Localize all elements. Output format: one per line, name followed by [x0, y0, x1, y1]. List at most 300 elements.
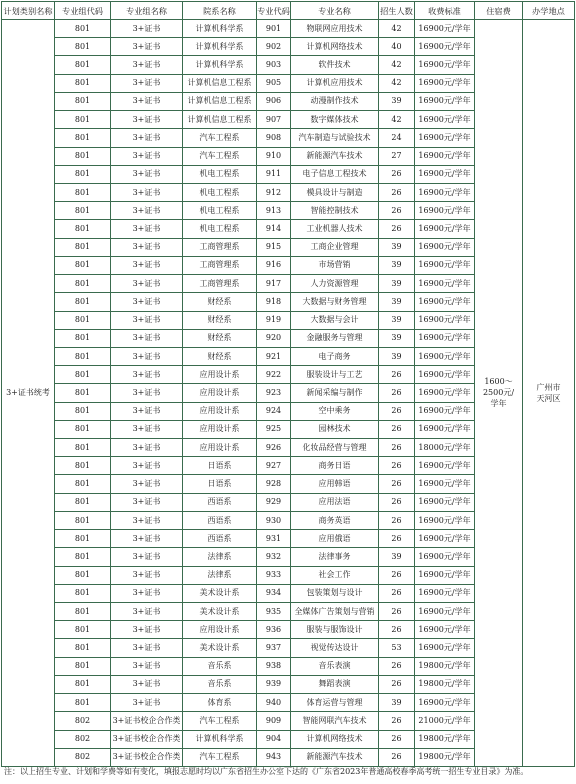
major-code-cell: 940 [257, 694, 291, 712]
group-name-cell: 3+证书 [111, 147, 183, 165]
tuition-cell: 16900元/学年 [415, 256, 475, 274]
tuition-cell: 16900元/学年 [415, 20, 475, 38]
quota-cell: 26 [379, 748, 415, 766]
department-cell: 计算机科学系 [183, 56, 257, 74]
tuition-cell: 16900元/学年 [415, 147, 475, 165]
group-code-cell: 802 [55, 712, 111, 730]
tuition-cell: 16900元/学年 [415, 639, 475, 657]
quota-cell: 26 [379, 603, 415, 621]
quota-cell: 42 [379, 20, 415, 38]
quota-cell: 26 [379, 165, 415, 183]
major-name-cell: 计算机网络技术 [291, 730, 379, 748]
quota-cell: 26 [379, 730, 415, 748]
major-name-cell: 商务日语 [291, 457, 379, 475]
department-cell: 财经系 [183, 293, 257, 311]
department-cell: 应用设计系 [183, 439, 257, 457]
major-name-cell: 视觉传达设计 [291, 639, 379, 657]
tuition-cell: 16900元/学年 [415, 293, 475, 311]
header-major-code: 专业代码 [257, 2, 291, 20]
major-code-cell: 902 [257, 38, 291, 56]
group-code-cell: 801 [55, 92, 111, 110]
quota-cell: 26 [379, 675, 415, 693]
group-code-cell: 801 [55, 439, 111, 457]
major-name-cell: 物联网应用技术 [291, 20, 379, 38]
department-cell: 应用设计系 [183, 402, 257, 420]
tuition-cell: 16900元/学年 [415, 420, 475, 438]
group-name-cell: 3+证书 [111, 165, 183, 183]
department-cell: 机电工程系 [183, 165, 257, 183]
tuition-cell: 16900元/学年 [415, 38, 475, 56]
major-code-cell: 925 [257, 420, 291, 438]
major-name-cell: 法律事务 [291, 548, 379, 566]
tuition-cell: 19800元/学年 [415, 748, 475, 766]
major-name-cell: 软件技术 [291, 56, 379, 74]
group-name-cell: 3+证书校企合作类 [111, 730, 183, 748]
group-name-cell: 3+证书 [111, 38, 183, 56]
header-location: 办学地点 [523, 2, 575, 20]
group-code-cell: 801 [55, 694, 111, 712]
department-cell: 应用设计系 [183, 621, 257, 639]
major-name-cell: 智能控制技术 [291, 202, 379, 220]
tuition-cell: 16900元/学年 [415, 511, 475, 529]
group-code-cell: 801 [55, 566, 111, 584]
department-cell: 体育系 [183, 694, 257, 712]
group-code-cell: 801 [55, 147, 111, 165]
major-name-cell: 园林技术 [291, 420, 379, 438]
department-cell: 计算机科学系 [183, 730, 257, 748]
group-name-cell: 3+证书 [111, 603, 183, 621]
department-cell: 法律系 [183, 566, 257, 584]
group-name-cell: 3+证书 [111, 220, 183, 238]
group-name-cell: 3+证书 [111, 530, 183, 548]
department-cell: 汽车工程系 [183, 748, 257, 766]
quota-cell: 26 [379, 420, 415, 438]
header-group-name: 专业组名称 [111, 2, 183, 20]
quota-cell: 39 [379, 694, 415, 712]
major-code-cell: 930 [257, 511, 291, 529]
group-code-cell: 801 [55, 129, 111, 147]
major-code-cell: 926 [257, 439, 291, 457]
tuition-cell: 16900元/学年 [415, 329, 475, 347]
quota-cell: 26 [379, 621, 415, 639]
tuition-cell: 19800元/学年 [415, 730, 475, 748]
department-cell: 音乐系 [183, 675, 257, 693]
major-code-cell: 904 [257, 730, 291, 748]
major-name-cell: 电子商务 [291, 347, 379, 365]
major-code-cell: 943 [257, 748, 291, 766]
tuition-cell: 16900元/学年 [415, 548, 475, 566]
department-cell: 财经系 [183, 329, 257, 347]
quota-cell: 26 [379, 657, 415, 675]
quota-cell: 26 [379, 511, 415, 529]
group-name-cell: 3+证书 [111, 493, 183, 511]
major-code-cell: 939 [257, 675, 291, 693]
group-name-cell: 3+证书 [111, 111, 183, 129]
major-name-cell: 应用法语 [291, 493, 379, 511]
group-code-cell: 801 [55, 457, 111, 475]
group-code-cell: 802 [55, 730, 111, 748]
major-name-cell: 音乐表演 [291, 657, 379, 675]
group-name-cell: 3+证书 [111, 639, 183, 657]
major-code-cell: 936 [257, 621, 291, 639]
quota-cell: 26 [379, 530, 415, 548]
group-code-cell: 801 [55, 347, 111, 365]
department-cell: 财经系 [183, 311, 257, 329]
group-name-cell: 3+证书 [111, 457, 183, 475]
department-cell: 机电工程系 [183, 202, 257, 220]
major-code-cell: 929 [257, 493, 291, 511]
group-name-cell: 3+证书 [111, 311, 183, 329]
department-cell: 计算机信息工程系 [183, 92, 257, 110]
major-code-cell: 914 [257, 220, 291, 238]
major-name-cell: 动漫制作技术 [291, 92, 379, 110]
quota-cell: 26 [379, 712, 415, 730]
quota-cell: 26 [379, 457, 415, 475]
quota-cell: 39 [379, 293, 415, 311]
quota-cell: 39 [379, 275, 415, 293]
group-code-cell: 801 [55, 311, 111, 329]
department-cell: 西语系 [183, 511, 257, 529]
major-code-cell: 908 [257, 129, 291, 147]
major-name-cell: 汽车制造与试验技术 [291, 129, 379, 147]
department-cell: 日语系 [183, 457, 257, 475]
quota-cell: 26 [379, 475, 415, 493]
major-code-cell: 905 [257, 74, 291, 92]
group-name-cell: 3+证书 [111, 293, 183, 311]
major-name-cell: 工商企业管理 [291, 238, 379, 256]
quota-cell: 26 [379, 220, 415, 238]
department-cell: 工商管理系 [183, 238, 257, 256]
group-name-cell: 3+证书 [111, 275, 183, 293]
department-cell: 汽车工程系 [183, 147, 257, 165]
quota-cell: 24 [379, 129, 415, 147]
department-cell: 工商管理系 [183, 275, 257, 293]
group-code-cell: 801 [55, 366, 111, 384]
quota-cell: 26 [379, 439, 415, 457]
major-name-cell: 服装与服饰设计 [291, 621, 379, 639]
tuition-cell: 16900元/学年 [415, 530, 475, 548]
table-body [2, 20, 575, 767]
group-code-cell: 801 [55, 420, 111, 438]
group-name-cell: 3+证书 [111, 347, 183, 365]
major-name-cell: 化妆品经营与管理 [291, 439, 379, 457]
quota-cell: 39 [379, 311, 415, 329]
group-code-cell: 801 [55, 238, 111, 256]
department-cell: 计算机信息工程系 [183, 111, 257, 129]
group-name-cell: 3+证书 [111, 202, 183, 220]
major-name-cell: 体育运营与管理 [291, 694, 379, 712]
location-cell: 广州市天河区 [523, 20, 575, 767]
group-code-cell: 801 [55, 20, 111, 38]
department-cell: 应用设计系 [183, 366, 257, 384]
tuition-cell: 16900元/学年 [415, 457, 475, 475]
header-group-code: 专业组代码 [55, 2, 111, 20]
department-cell: 机电工程系 [183, 183, 257, 201]
group-code-cell: 801 [55, 548, 111, 566]
major-code-cell: 931 [257, 530, 291, 548]
major-name-cell: 模具设计与制造 [291, 183, 379, 201]
major-code-cell: 916 [257, 256, 291, 274]
tuition-cell: 16900元/学年 [415, 311, 475, 329]
major-name-cell: 计算机应用技术 [291, 74, 379, 92]
major-code-cell: 924 [257, 402, 291, 420]
department-cell: 计算机科学系 [183, 20, 257, 38]
major-name-cell: 市场营销 [291, 256, 379, 274]
group-name-cell: 3+证书 [111, 129, 183, 147]
quota-cell: 39 [379, 329, 415, 347]
department-cell: 音乐系 [183, 657, 257, 675]
group-code-cell: 801 [55, 639, 111, 657]
group-code-cell: 801 [55, 165, 111, 183]
major-code-cell: 932 [257, 548, 291, 566]
department-cell: 计算机信息工程系 [183, 74, 257, 92]
group-name-cell: 3+证书 [111, 402, 183, 420]
group-name-cell: 3+证书 [111, 384, 183, 402]
quota-cell: 39 [379, 548, 415, 566]
header-category: 计划类别名称 [2, 2, 55, 20]
group-name-cell: 3+证书 [111, 439, 183, 457]
group-code-cell: 801 [55, 675, 111, 693]
group-name-cell: 3+证书 [111, 566, 183, 584]
header-major-name: 专业名称 [291, 2, 379, 20]
group-code-cell: 801 [55, 202, 111, 220]
group-code-cell: 801 [55, 183, 111, 201]
major-name-cell: 新闻采编与制作 [291, 384, 379, 402]
major-code-cell: 923 [257, 384, 291, 402]
tuition-cell: 18000元/学年 [415, 439, 475, 457]
major-code-cell: 922 [257, 366, 291, 384]
footnote: 注：以上招生专业、计划和学费等如有变化，填报志愿时均以广东省招生办公室下达的《广东省2023年普通高校春季高考统一招生专业目录》为准。 [4, 767, 529, 776]
group-code-cell: 801 [55, 511, 111, 529]
header-department: 院系名称 [183, 2, 257, 20]
tuition-cell: 16900元/学年 [415, 347, 475, 365]
group-code-cell: 801 [55, 402, 111, 420]
tuition-cell: 21000元/学年 [415, 712, 475, 730]
group-name-cell: 3+证书 [111, 366, 183, 384]
major-code-cell: 915 [257, 238, 291, 256]
group-name-cell: 3+证书 [111, 584, 183, 602]
group-code-cell: 801 [55, 74, 111, 92]
group-name-cell: 3+证书 [111, 675, 183, 693]
quota-cell: 26 [379, 366, 415, 384]
major-code-cell: 937 [257, 639, 291, 657]
tuition-cell: 16900元/学年 [415, 475, 475, 493]
group-name-cell: 3+证书 [111, 329, 183, 347]
group-name-cell: 3+证书 [111, 74, 183, 92]
major-code-cell: 927 [257, 457, 291, 475]
header-quota: 招生人数 [379, 2, 415, 20]
major-name-cell: 应用韩语 [291, 475, 379, 493]
major-code-cell: 906 [257, 92, 291, 110]
accommodation-fee-cell: 1600～2500元/学年 [475, 20, 523, 767]
department-cell: 汽车工程系 [183, 129, 257, 147]
quota-cell: 26 [379, 402, 415, 420]
major-name-cell: 工业机器人技术 [291, 220, 379, 238]
quota-cell: 42 [379, 56, 415, 74]
group-name-cell: 3+证书 [111, 548, 183, 566]
quota-cell: 39 [379, 347, 415, 365]
department-cell: 计算机科学系 [183, 38, 257, 56]
major-name-cell: 空中乘务 [291, 402, 379, 420]
tuition-cell: 16900元/学年 [415, 56, 475, 74]
major-name-cell: 新能源汽车技术 [291, 147, 379, 165]
tuition-cell: 16900元/学年 [415, 566, 475, 584]
department-cell: 法律系 [183, 548, 257, 566]
quota-cell: 26 [379, 202, 415, 220]
group-code-cell: 801 [55, 584, 111, 602]
department-cell: 美术设计系 [183, 639, 257, 657]
major-code-cell: 938 [257, 657, 291, 675]
major-name-cell: 大数据与会计 [291, 311, 379, 329]
group-name-cell: 3+证书 [111, 92, 183, 110]
group-code-cell: 801 [55, 293, 111, 311]
group-name-cell: 3+证书 [111, 511, 183, 529]
tuition-cell: 16900元/学年 [415, 92, 475, 110]
group-code-cell: 801 [55, 275, 111, 293]
department-cell: 西语系 [183, 493, 257, 511]
department-cell: 汽车工程系 [183, 712, 257, 730]
group-code-cell: 801 [55, 256, 111, 274]
table-header-row [2, 2, 575, 20]
table-row [2, 20, 575, 38]
major-code-cell: 911 [257, 165, 291, 183]
quota-cell: 26 [379, 493, 415, 511]
major-name-cell: 金融服务与管理 [291, 329, 379, 347]
group-code-cell: 801 [55, 493, 111, 511]
department-cell: 财经系 [183, 347, 257, 365]
major-code-cell: 933 [257, 566, 291, 584]
major-code-cell: 910 [257, 147, 291, 165]
tuition-cell: 16900元/学年 [415, 402, 475, 420]
group-name-cell: 3+证书 [111, 420, 183, 438]
tuition-cell: 16900元/学年 [415, 584, 475, 602]
department-cell: 应用设计系 [183, 420, 257, 438]
group-code-cell: 801 [55, 38, 111, 56]
group-code-cell: 801 [55, 111, 111, 129]
quota-cell: 40 [379, 38, 415, 56]
major-code-cell: 909 [257, 712, 291, 730]
major-code-cell: 919 [257, 311, 291, 329]
department-cell: 美术设计系 [183, 603, 257, 621]
quota-cell: 26 [379, 183, 415, 201]
major-code-cell: 920 [257, 329, 291, 347]
group-name-cell: 3+证书 [111, 56, 183, 74]
group-code-cell: 801 [55, 621, 111, 639]
major-name-cell: 包装策划与设计 [291, 584, 379, 602]
major-name-cell: 大数据与财务管理 [291, 293, 379, 311]
tuition-cell: 16900元/学年 [415, 384, 475, 402]
quota-cell: 53 [379, 639, 415, 657]
tuition-cell: 19800元/学年 [415, 675, 475, 693]
group-code-cell: 802 [55, 748, 111, 766]
department-cell: 应用设计系 [183, 384, 257, 402]
tuition-cell: 16900元/学年 [415, 183, 475, 201]
quota-cell: 42 [379, 111, 415, 129]
department-cell: 美术设计系 [183, 584, 257, 602]
major-code-cell: 917 [257, 275, 291, 293]
group-code-cell: 801 [55, 530, 111, 548]
tuition-cell: 16900元/学年 [415, 111, 475, 129]
department-cell: 西语系 [183, 530, 257, 548]
tuition-cell: 16900元/学年 [415, 493, 475, 511]
quota-cell: 39 [379, 92, 415, 110]
major-name-cell: 舞蹈表演 [291, 675, 379, 693]
quota-cell: 39 [379, 256, 415, 274]
major-code-cell: 913 [257, 202, 291, 220]
major-name-cell: 智能网联汽车技术 [291, 712, 379, 730]
major-name-cell: 服装设计与工艺 [291, 366, 379, 384]
group-name-cell: 3+证书 [111, 657, 183, 675]
major-name-cell: 数字媒体技术 [291, 111, 379, 129]
department-cell: 日语系 [183, 475, 257, 493]
department-cell: 机电工程系 [183, 220, 257, 238]
tuition-cell: 16900元/学年 [415, 129, 475, 147]
group-name-cell: 3+证书 [111, 694, 183, 712]
major-code-cell: 921 [257, 347, 291, 365]
tuition-cell: 19800元/学年 [415, 657, 475, 675]
group-name-cell: 3+证书校企合作类 [111, 712, 183, 730]
group-name-cell: 3+证书 [111, 238, 183, 256]
department-cell: 工商管理系 [183, 256, 257, 274]
tuition-cell: 16900元/学年 [415, 74, 475, 92]
quota-cell: 26 [379, 566, 415, 584]
group-name-cell: 3+证书校企合作类 [111, 748, 183, 766]
group-name-cell: 3+证书 [111, 183, 183, 201]
tuition-cell: 16900元/学年 [415, 275, 475, 293]
major-name-cell: 人力资源管理 [291, 275, 379, 293]
header-tuition: 收费标准 [415, 2, 475, 20]
tuition-cell: 16900元/学年 [415, 220, 475, 238]
major-name-cell: 社会工作 [291, 566, 379, 584]
major-code-cell: 934 [257, 584, 291, 602]
tuition-cell: 16900元/学年 [415, 165, 475, 183]
group-code-cell: 801 [55, 56, 111, 74]
group-code-cell: 801 [55, 475, 111, 493]
group-name-cell: 3+证书 [111, 475, 183, 493]
tuition-cell: 16900元/学年 [415, 621, 475, 639]
tuition-cell: 16900元/学年 [415, 238, 475, 256]
category-cell: 3+证书统考 [2, 20, 55, 767]
header-accommodation: 住宿费 [475, 2, 523, 20]
major-code-cell: 918 [257, 293, 291, 311]
quota-cell: 42 [379, 74, 415, 92]
tuition-cell: 16900元/学年 [415, 366, 475, 384]
major-code-cell: 935 [257, 603, 291, 621]
major-name-cell: 应用俄语 [291, 530, 379, 548]
major-name-cell: 商务英语 [291, 511, 379, 529]
group-code-cell: 801 [55, 657, 111, 675]
group-code-cell: 801 [55, 603, 111, 621]
tuition-cell: 16900元/学年 [415, 202, 475, 220]
tuition-cell: 16900元/学年 [415, 603, 475, 621]
tuition-cell: 16900元/学年 [415, 694, 475, 712]
group-code-cell: 801 [55, 384, 111, 402]
quota-cell: 27 [379, 147, 415, 165]
major-name-cell: 全媒体广告策划与营销 [291, 603, 379, 621]
major-name-cell: 新能源汽车技术 [291, 748, 379, 766]
quota-cell: 26 [379, 384, 415, 402]
major-name-cell: 计算机网络技术 [291, 38, 379, 56]
quota-cell: 39 [379, 238, 415, 256]
major-code-cell: 912 [257, 183, 291, 201]
group-name-cell: 3+证书 [111, 20, 183, 38]
group-name-cell: 3+证书 [111, 621, 183, 639]
group-code-cell: 801 [55, 329, 111, 347]
major-code-cell: 907 [257, 111, 291, 129]
group-code-cell: 801 [55, 220, 111, 238]
major-name-cell: 电子信息工程技术 [291, 165, 379, 183]
major-code-cell: 903 [257, 56, 291, 74]
